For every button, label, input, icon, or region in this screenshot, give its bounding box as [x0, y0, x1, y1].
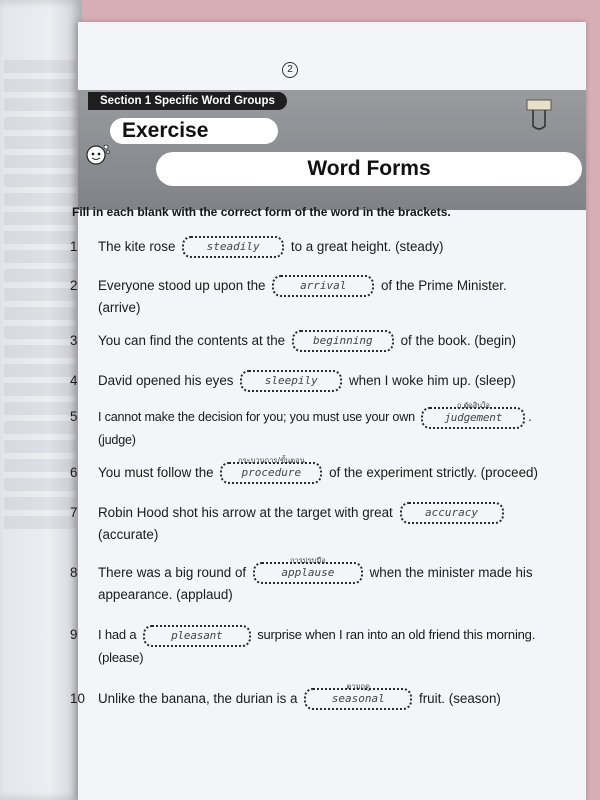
handwritten-note: กระบวนการ/ขั้นตอน [237, 456, 305, 466]
question-text: of the Prime Minister. [380, 278, 507, 293]
answer-blank[interactable] [220, 456, 322, 484]
handwritten-answer: steadily [206, 240, 260, 254]
handwritten-note: ก.ตัดสินใจ [456, 400, 490, 410]
question-text: of the book. (begin) [400, 333, 516, 348]
question-number: 8 [70, 565, 78, 580]
question-text: (judge) [98, 432, 136, 447]
question-text: fruit. (season) [418, 691, 501, 706]
question-text: . [528, 410, 532, 424]
question-number: 6 [70, 465, 78, 480]
question-number: 5 [70, 409, 78, 424]
question-text: when I woke him up. (sleep) [348, 373, 516, 388]
exercise-banner [78, 90, 586, 210]
question-text: (accurate) [98, 527, 159, 543]
question-number: 10 [70, 691, 85, 706]
page-number: 2 [282, 62, 298, 78]
facing-page [0, 0, 82, 800]
handwritten-answer: arrival [300, 279, 347, 293]
handwritten-answer: judgement [444, 410, 503, 424]
exercise-title: Exercise [110, 118, 278, 144]
question-text: (please) [98, 649, 144, 665]
question-text: of the experiment strictly. (proceed) [329, 465, 538, 480]
answer-blank[interactable] [421, 400, 525, 429]
handwritten-answer: sleepily [264, 374, 318, 388]
handwritten-answer: beginning [313, 334, 373, 348]
answer-blank[interactable] [292, 330, 394, 352]
question-text: The kite rose [98, 239, 176, 254]
handwritten-answer: applause [281, 566, 335, 580]
answer-blank[interactable] [400, 502, 504, 524]
handwritten-answer: seasonal [331, 692, 385, 706]
question-text: David opened his eyes [98, 373, 234, 388]
facing-page-bleed [4, 60, 76, 535]
handwritten-note: การปรบมือ [289, 556, 326, 566]
question-text: Everyone stood up upon the [98, 278, 266, 293]
answer-blank[interactable] [304, 682, 412, 710]
question-number: 1 [70, 239, 78, 254]
binder-clip-icon [524, 96, 554, 134]
handwritten-note: ตามฤดู [346, 682, 370, 692]
exercise-subtitle: Word Forms [156, 152, 582, 186]
question-number: 2 [70, 278, 78, 293]
question-number: 3 [70, 333, 78, 348]
handwritten-answer: procedure [241, 466, 302, 480]
question-number: 7 [70, 505, 78, 520]
handwritten-answer: pleasant [171, 628, 223, 642]
question-text: to a great height. (steady) [290, 239, 444, 254]
handwritten-answer: accuracy [425, 506, 478, 520]
answer-blank[interactable] [240, 370, 342, 392]
question-text: appearance. (applaud) [98, 587, 233, 603]
question-number: 9 [70, 627, 78, 642]
mascot-icon [84, 142, 110, 166]
question-text: when the minister made his [369, 565, 533, 580]
answer-blank[interactable] [272, 275, 374, 297]
answer-blank[interactable] [182, 236, 284, 258]
question-text: (arrive) [98, 300, 141, 316]
question-text: There was a big round of [98, 565, 247, 580]
question-text: Robin Hood shot his arrow at the target with great [98, 505, 393, 520]
answer-blank[interactable] [253, 556, 363, 584]
question-text: I cannot make the decision for you; you must use your own [98, 410, 415, 424]
worksheet-page [70, 22, 586, 800]
question-text: You must follow the [98, 465, 214, 480]
question-text: I had a [98, 627, 137, 642]
question-text: Unlike the banana, the durian is a [98, 691, 298, 706]
question-text: You can find the contents at the [98, 333, 286, 348]
instruction-text: Fill in each blank with the correct form of the word in the brackets. [72, 205, 451, 219]
section-label: Section 1 Specific Word Groups [88, 92, 287, 110]
question-number: 4 [70, 373, 78, 388]
question-text: surprise when I ran into an old friend this morning. [257, 627, 536, 642]
answer-blank[interactable] [143, 625, 251, 647]
